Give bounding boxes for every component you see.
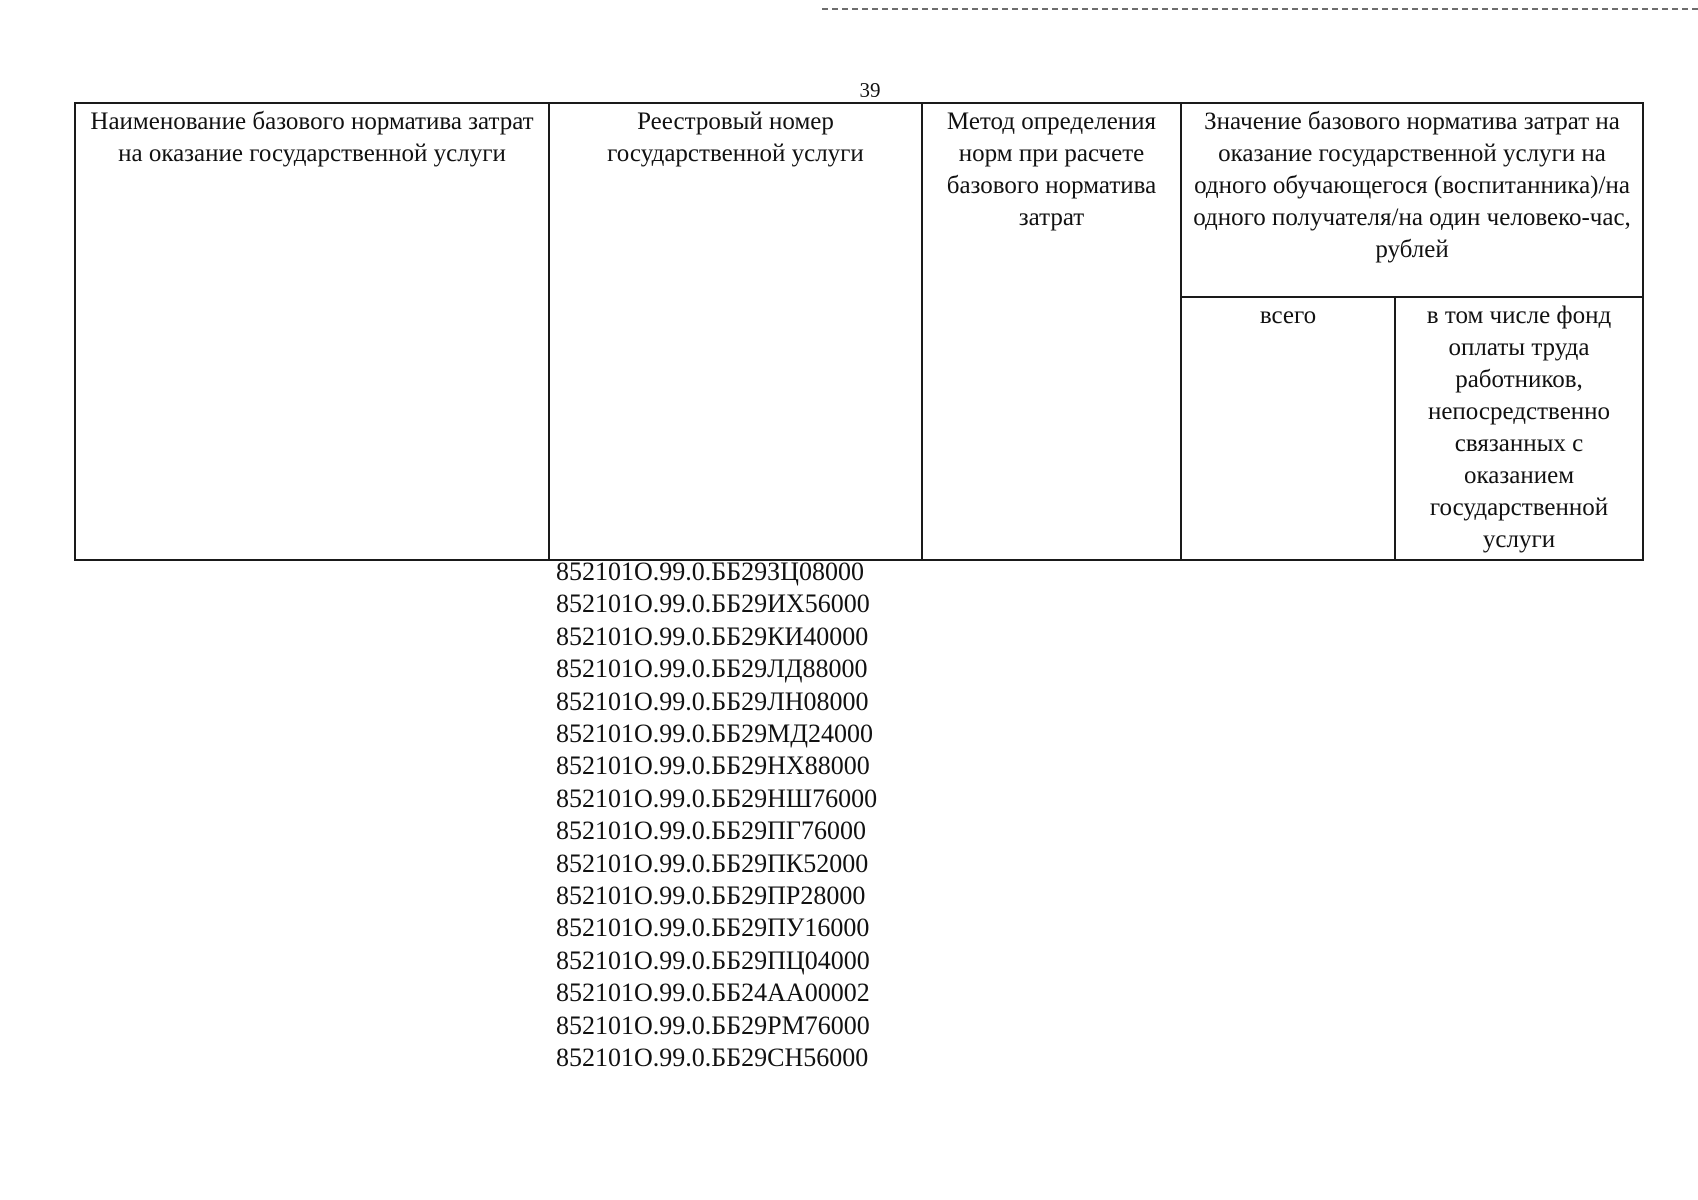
header-registry-number: Реестровый номер государственной услуги — [549, 103, 922, 560]
header-method: Метод определения норм при расчете базового норматива затрат — [922, 103, 1181, 560]
registry-code: 852101О.99.0.ББ29ПГ76000 — [556, 816, 866, 846]
header-payroll: в том числе фонд оплаты труда работников, непосредственно связанных с оказанием государственной услуги — [1395, 297, 1643, 560]
registry-code: 852101О.99.0.ББ29ПК52000 — [556, 848, 869, 878]
registry-code: 852101О.99.0.ББ29ПУ16000 — [556, 913, 870, 943]
registry-code: 852101О.99.0.ББ29РМ76000 — [556, 1010, 870, 1040]
registry-code-list — [556, 556, 877, 1075]
registry-code: 852101О.99.0.ББ29ЛД88000 — [556, 654, 868, 684]
registry-code: 852101О.99.0.ББ24АА00002 — [556, 978, 870, 1008]
registry-code: 852101О.99.0.ББ29НХ88000 — [556, 751, 870, 781]
registry-code: 852101О.99.0.ББ29ЗЦ08000 — [556, 557, 864, 586]
registry-code: 852101О.99.0.ББ29ЛН08000 — [556, 686, 869, 716]
registry-code: 852101О.99.0.ББ29НШ76000 — [556, 783, 878, 813]
registry-code: 852101О.99.0.ББ29КИ40000 — [556, 621, 869, 651]
header-norm-name: Наименование базового норматива затрат на оказание государственной услуги — [75, 103, 549, 560]
registry-code: 852101О.99.0.ББ29ПЦ04000 — [556, 945, 870, 975]
registry-code: 852101О.99.0.ББ29СН56000 — [556, 1043, 869, 1073]
header-total: всего — [1181, 297, 1395, 560]
page-edge-dashed-line — [822, 8, 1698, 10]
registry-code: 852101О.99.0.ББ29МД24000 — [556, 719, 873, 749]
registry-code: 852101О.99.0.ББ29ПР28000 — [556, 881, 866, 911]
page-number: 39 — [859, 78, 881, 102]
header-norm-value: Значение базового норматива затрат на оказание государственной услуги на одного обучающегося (воспитанника)/на одного получателя/на один человеко-час, рублей — [1181, 103, 1643, 297]
registry-code: 852101О.99.0.ББ29ИХ56000 — [556, 589, 870, 619]
norms-header-table — [74, 102, 1644, 561]
